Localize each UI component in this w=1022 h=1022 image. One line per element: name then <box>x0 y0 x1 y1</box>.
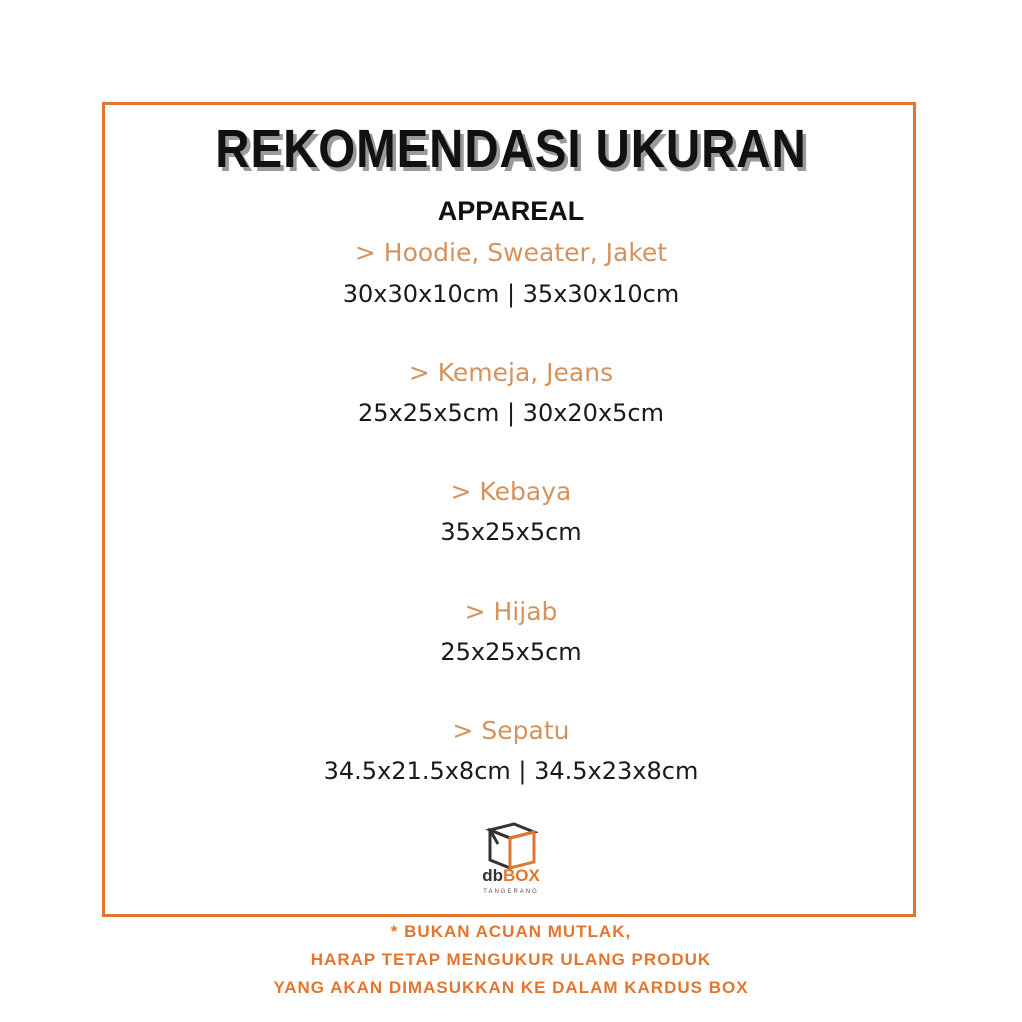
brand-name: BOX <box>502 866 540 885</box>
brand-city: TANGERANG <box>483 889 539 895</box>
category-label: > Hoodie, Sweater, Jaket <box>354 238 668 267</box>
size-value: 35x25x5cm <box>440 518 582 546</box>
box-logo-icon <box>462 818 562 898</box>
size-value: 34.5x21.5x8cm | 34.5x23x8cm <box>323 757 699 785</box>
category-label: > Sepatu <box>452 716 570 745</box>
category-label: > Kemeja, Jeans <box>408 358 614 387</box>
category-label: > Hijab <box>464 597 558 626</box>
brand-prefix: db <box>482 866 503 885</box>
brand-logo-text <box>0 866 1022 886</box>
disclaimer-line: YANG AKAN DIMASUKKAN KE DALAM KARDUS BOX <box>273 978 749 997</box>
size-value: 25x25x5cm <box>440 638 582 666</box>
disclaimer-line: HARAP TETAP MENGUKUR ULANG PRODUK <box>310 950 712 969</box>
page-title: REKOMENDASI UKURAN <box>215 119 807 179</box>
section-subtitle: APPAREAL <box>437 196 585 226</box>
category-label: > Kebaya <box>450 477 572 506</box>
disclaimer-line: * BUKAN ACUAN MUTLAK, <box>390 922 632 941</box>
size-value: 30x30x10cm | 35x30x10cm <box>342 280 680 308</box>
size-value: 25x25x5cm | 30x20x5cm <box>358 399 664 427</box>
